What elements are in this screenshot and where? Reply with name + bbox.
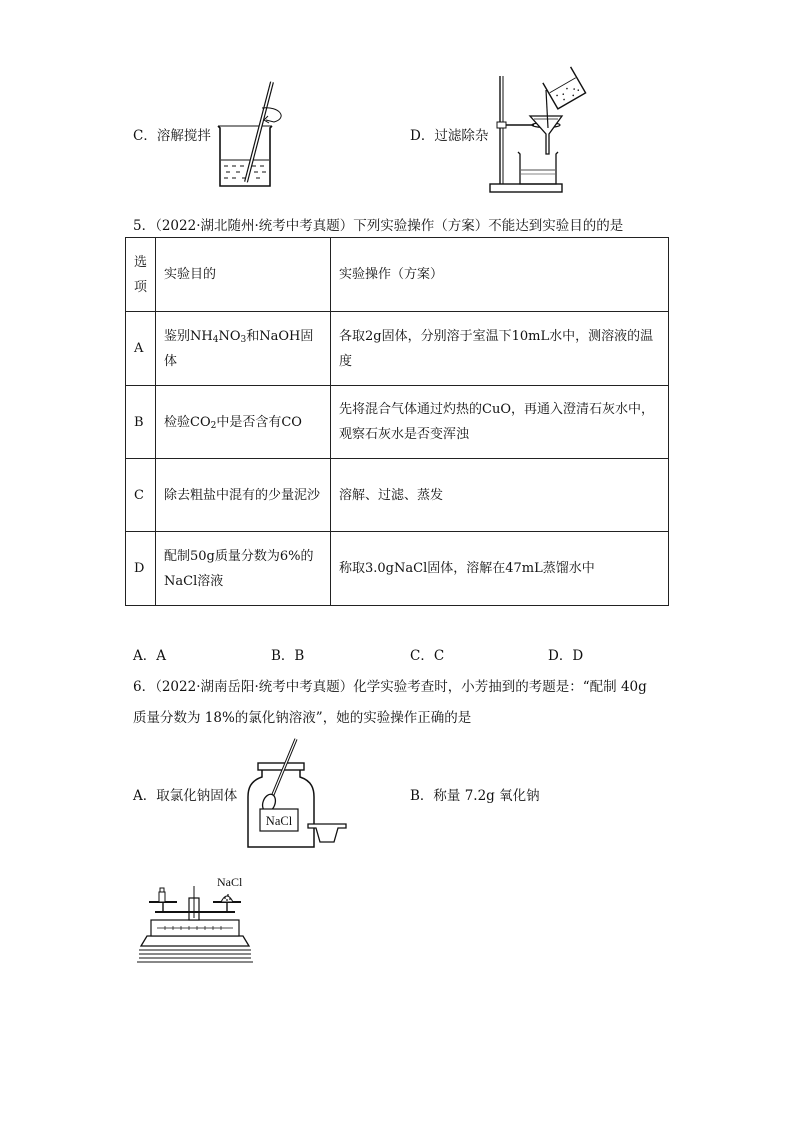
option-b-label: B．称量 7.2g 氧化钠	[410, 788, 540, 804]
row-operation: 溶解、过滤、蒸发	[331, 459, 669, 532]
row-goal: 除去粗盐中混有的少量泥沙	[156, 459, 331, 532]
option-a-label: A．取氯化钠固体	[133, 788, 238, 804]
row-operation: 各取2g固体，分别溶于室温下10mL水中，测溶液的温度	[331, 312, 669, 386]
option-c-label: C．溶解搅拌	[133, 128, 211, 144]
balance-scale-illustration	[135, 872, 255, 964]
question-6-stem-line1: 6．（2022·湖南岳阳·统考中考真题）化学实验考查时，小芳抽到的考题是：“配制 40g	[133, 679, 647, 695]
table-row	[126, 312, 669, 386]
table-row	[126, 459, 669, 532]
row-goal: 配制50g质量分数为6%的NaCl溶液	[156, 532, 331, 606]
row-goal: 检验$CO_2$中是否含有CO	[156, 386, 331, 459]
choice-d: D．D	[548, 648, 584, 664]
header-option: 选 项	[126, 238, 156, 312]
row-option: A	[126, 312, 156, 386]
option-d-label: D．过滤除杂	[410, 128, 489, 144]
table-header-row	[126, 238, 669, 312]
filtration-illustration	[488, 70, 598, 195]
row-option: D	[126, 532, 156, 606]
choice-b: B．B	[271, 648, 305, 664]
question-5-stem: 5．（2022·湖北随州·统考中考真题）下列实验操作（方案）不能达到实验目的的是	[133, 218, 624, 234]
choice-a: A．A	[133, 648, 166, 664]
question-6-stem-line2: 质量分数为 18%的氯化钠溶液”，她的实验操作正确的是	[133, 710, 472, 726]
bottle-label-text: NaCl	[265, 814, 293, 828]
row-option: B	[126, 386, 156, 459]
beaker-stirring-illustration	[212, 78, 282, 190]
table-row	[126, 532, 669, 606]
table-row	[126, 386, 669, 459]
row-operation: 称取3.0gNaCl固体，溶解在47mL蒸馏水中	[331, 532, 669, 606]
header-goal: 实验目的	[156, 238, 331, 312]
reagent-bottle-spoon-illustration	[242, 737, 352, 849]
header-operation: 实验操作（方案）	[331, 238, 669, 312]
row-option: C	[126, 459, 156, 532]
row-operation: 先将混合气体通过灼热的CuO，再通入澄清石灰水中，观察石灰水是否变浑浊	[331, 386, 669, 459]
row-goal: 鉴别$NH_4NO_3$和NaOH固体	[156, 312, 331, 386]
choice-c: C．C	[410, 648, 445, 664]
experiment-table	[125, 237, 669, 606]
balance-label-text: NaCl	[217, 875, 243, 889]
